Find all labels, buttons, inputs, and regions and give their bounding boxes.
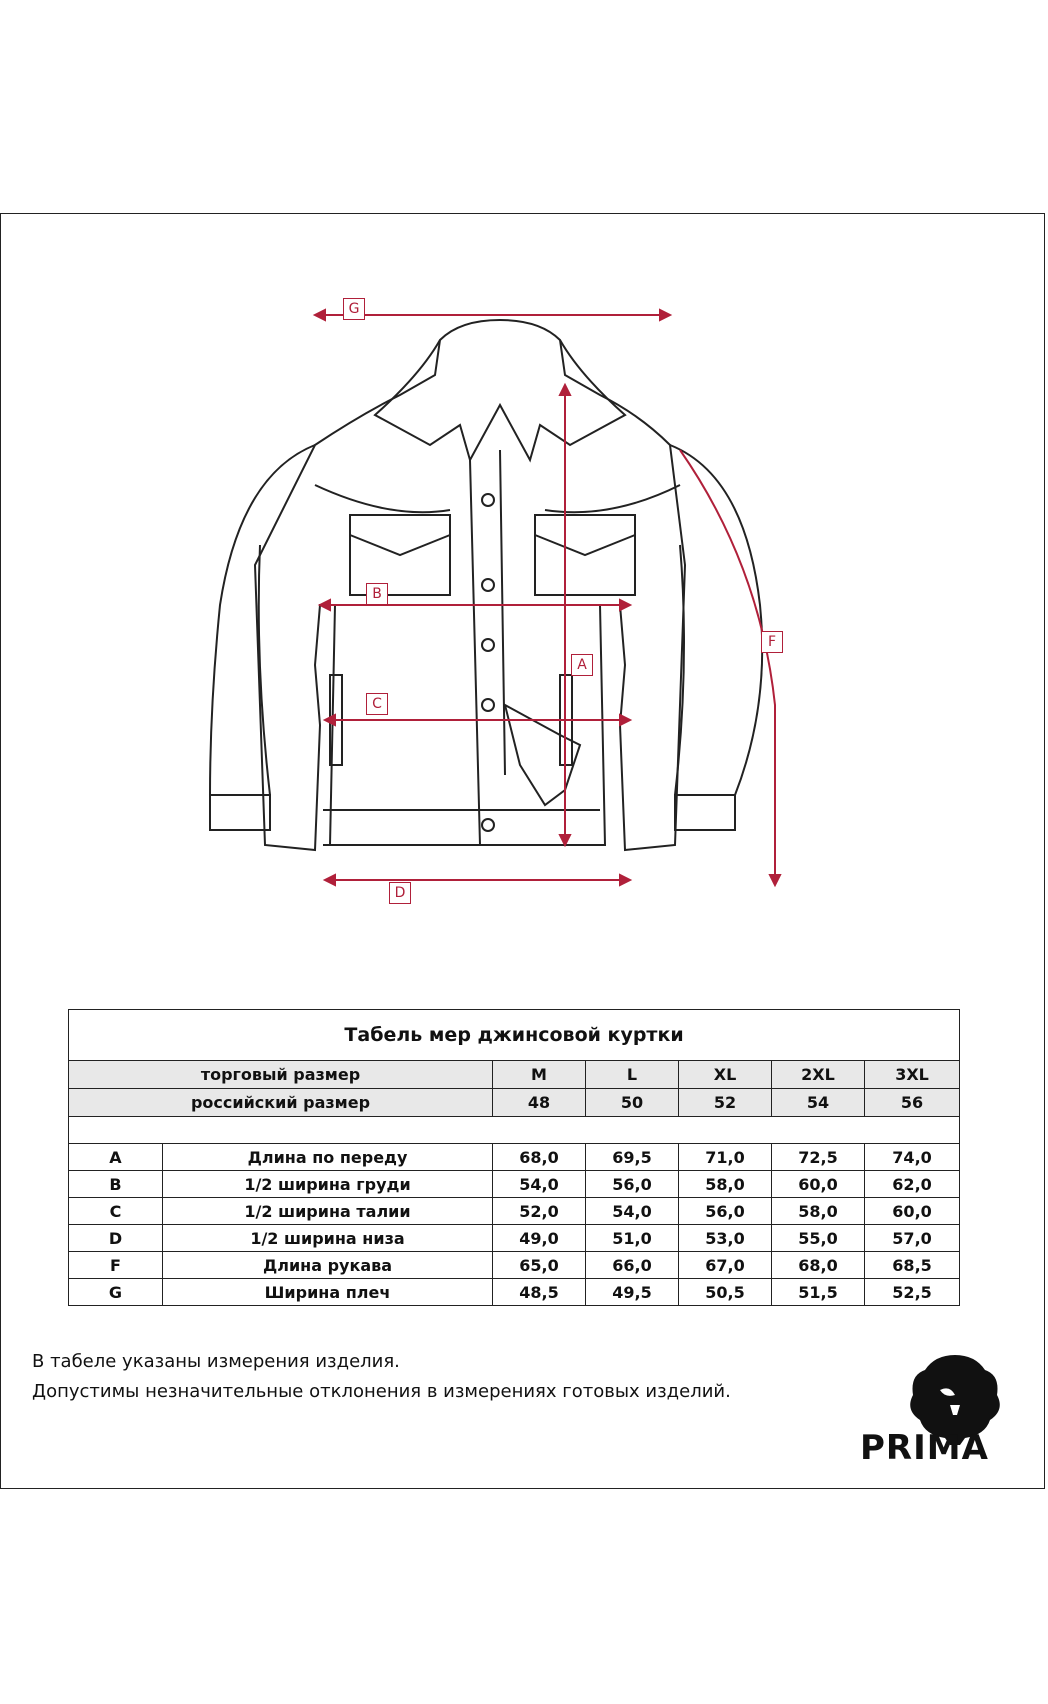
russian-size-cell: 54 (772, 1089, 865, 1117)
row-value: 51,5 (772, 1279, 865, 1306)
row-value: 56,0 (586, 1171, 679, 1198)
row-code: A (69, 1144, 163, 1171)
row-value: 56,0 (679, 1198, 772, 1225)
row-value: 65,0 (493, 1252, 586, 1279)
row-value: 52,5 (865, 1279, 960, 1306)
button (482, 639, 494, 651)
trade-size-cell: L (586, 1061, 679, 1089)
row-value: 67,0 (679, 1252, 772, 1279)
table-title: Табель мер джинсовой куртки (69, 1010, 960, 1061)
row-name: Ширина плеч (163, 1279, 493, 1306)
row-value: 72,5 (772, 1144, 865, 1171)
row-value: 68,5 (865, 1252, 960, 1279)
dimension-label-f: F (761, 631, 783, 653)
waistband (323, 810, 600, 845)
russian-size-cell: 52 (679, 1089, 772, 1117)
row-name: 1/2 ширина низа (163, 1225, 493, 1252)
yoke (315, 485, 680, 512)
button (482, 699, 494, 711)
row-name: Длина рукава (163, 1252, 493, 1279)
row-value: 54,0 (493, 1171, 586, 1198)
trade-size-cell: XL (679, 1061, 772, 1089)
size-table (68, 1009, 960, 1306)
row-value: 60,0 (865, 1198, 960, 1225)
row-name: 1/2 ширина талии (163, 1198, 493, 1225)
row-value: 49,5 (586, 1279, 679, 1306)
left-cuff (210, 795, 270, 830)
row-value: 71,0 (679, 1144, 772, 1171)
row-value: 51,0 (586, 1225, 679, 1252)
russian-size-label: российский размер (69, 1089, 493, 1117)
table-row (69, 1171, 960, 1198)
row-value: 55,0 (772, 1225, 865, 1252)
row-code: F (69, 1252, 163, 1279)
button (482, 819, 494, 831)
left-sleeve (210, 445, 315, 795)
row-value: 58,0 (679, 1171, 772, 1198)
row-value: 69,5 (586, 1144, 679, 1171)
row-value: 68,0 (772, 1252, 865, 1279)
row-name: Длина по переду (163, 1144, 493, 1171)
row-value: 53,0 (679, 1225, 772, 1252)
row-value: 57,0 (865, 1225, 960, 1252)
table-row (69, 1252, 960, 1279)
note-line: Допустимы незначительные отклонения в измерениях готовых изделий. (32, 1381, 731, 1402)
dimension-label-d: D (389, 882, 411, 904)
trade-size-cell: M (493, 1061, 586, 1089)
row-value: 52,0 (493, 1198, 586, 1225)
row-code: D (69, 1225, 163, 1252)
russian-size-cell: 50 (586, 1089, 679, 1117)
trade-size-cell: 3XL (865, 1061, 960, 1089)
russian-size-cell: 56 (865, 1089, 960, 1117)
row-code: B (69, 1171, 163, 1198)
row-value: 68,0 (493, 1144, 586, 1171)
row-value: 54,0 (586, 1198, 679, 1225)
table-row (69, 1198, 960, 1225)
table-spacer-row (69, 1117, 960, 1144)
right-cuff (675, 795, 735, 830)
row-value: 50,5 (679, 1279, 772, 1306)
button (482, 494, 494, 506)
right-sleeve (670, 445, 762, 795)
dimension-label-b: B (366, 583, 388, 605)
row-code: C (69, 1198, 163, 1225)
row-value: 49,0 (493, 1225, 586, 1252)
button (482, 579, 494, 591)
dimension-label-g: G (343, 298, 365, 320)
row-value: 66,0 (586, 1252, 679, 1279)
russian-size-cell: 48 (493, 1089, 586, 1117)
row-value: 62,0 (865, 1171, 960, 1198)
collar (375, 340, 625, 460)
table-row (69, 1144, 960, 1171)
trade-size-cell: 2XL (772, 1061, 865, 1089)
note-line: В табеле указаны измерения изделия. (32, 1351, 400, 1372)
notes (32, 1347, 731, 1407)
table-row (69, 1279, 960, 1306)
brand-logo-text: PRIMA (860, 1428, 989, 1468)
table-row (69, 1225, 960, 1252)
row-name: 1/2 ширина груди (163, 1171, 493, 1198)
dimension-label-c: C (366, 693, 388, 715)
dimension-label-a: A (571, 654, 593, 676)
placket (470, 450, 505, 845)
jacket-drawing (200, 285, 800, 915)
row-code: G (69, 1279, 163, 1306)
row-value: 48,5 (493, 1279, 586, 1306)
russian-size-row (69, 1089, 960, 1117)
trade-size-row (69, 1061, 960, 1089)
trade-size-label: торговый размер (69, 1061, 493, 1089)
row-value: 74,0 (865, 1144, 960, 1171)
jacket-body-outline (255, 320, 685, 850)
row-value: 60,0 (772, 1171, 865, 1198)
row-value: 58,0 (772, 1198, 865, 1225)
